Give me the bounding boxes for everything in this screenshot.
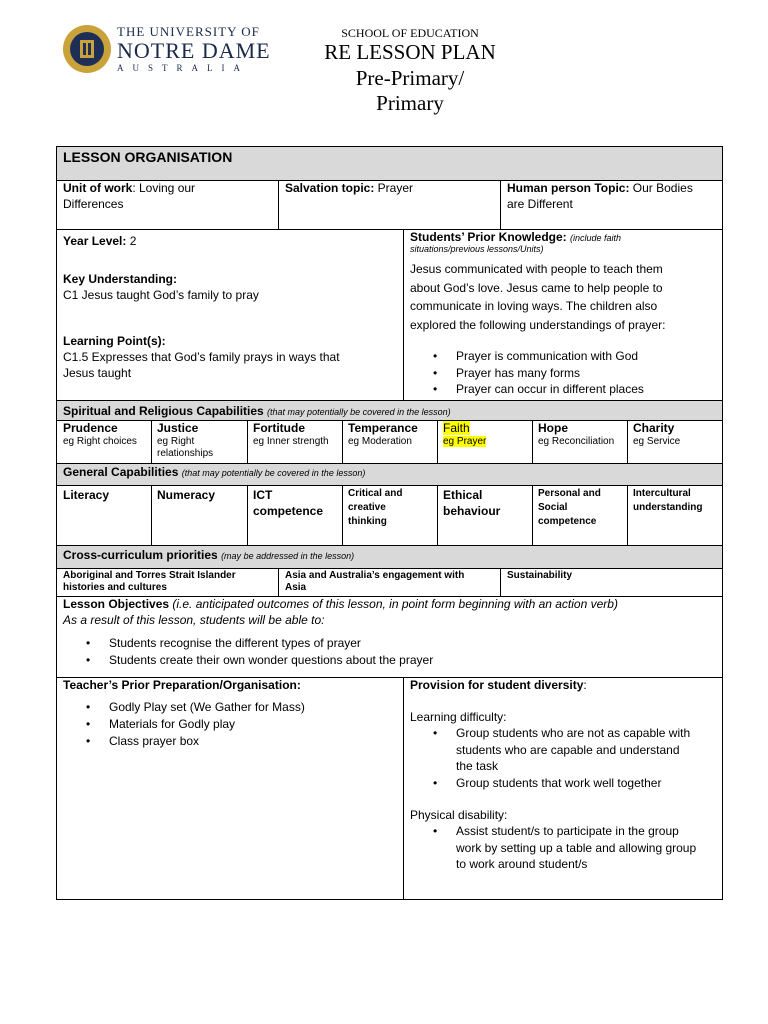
cross-heading: Cross-curriculum priorities (may be addressed in the lesson) — [63, 548, 355, 562]
lesson-plan-table — [56, 146, 723, 900]
learning-points-label: Learning Point(s): — [63, 334, 166, 348]
capability-hope: Hope eg Reconciliation — [538, 421, 615, 447]
list-item: • Group students that work well together — [433, 775, 662, 790]
objectives-list — [86, 635, 434, 669]
page-subtitle-2: Primary — [376, 91, 444, 115]
university-logo — [62, 24, 272, 76]
list-item: • Prayer is communication with God — [433, 349, 639, 363]
general-ethical-behaviour: Ethical behaviour — [443, 488, 501, 518]
spiritual-heading: Spiritual and Religious Capabilities (that may potentially be covered in the lesson) — [63, 404, 451, 418]
general-literacy: Literacy — [63, 488, 110, 502]
diversity-heading: Provision for student diversity: — [410, 678, 587, 692]
logo-line-2: NOTRE DAME — [117, 38, 271, 63]
physical-disability-list — [433, 823, 697, 873]
list-item: • Class prayer box — [86, 734, 200, 748]
objectives-heading: Lesson Objectives (i.e. anticipated outcomes of this lesson, in point form beginning with an action verb) — [63, 597, 618, 611]
learning-points-value-2: Jesus taught — [63, 366, 132, 380]
capability-fortitude: Fortitude eg Inner strength — [253, 421, 329, 447]
year-level: Year Level: 2 — [63, 234, 137, 248]
objectives-intro: As a result of this lesson, students will be able to: — [63, 613, 325, 627]
capability-temperance: Temperance eg Moderation — [348, 421, 418, 447]
general-critical-thinking: Critical and creative thinking — [348, 488, 403, 527]
key-understanding-label: Key Understanding: — [63, 272, 178, 286]
university-seal-icon — [62, 24, 112, 74]
human-person-topic: Human person Topic: Our Bodies are Different — [507, 181, 693, 211]
prior-knowledge-text: Jesus communicated with people to teach them about God’s love. Jesus came to help people to communicate in loving ways. The children also explored the following understandings of prayer: — [410, 262, 666, 332]
learning-points-value-1: C1.5 Expresses that God’s family prays in ways that — [63, 350, 340, 364]
organisation-heading: LESSON ORGANISATION — [63, 149, 233, 165]
list-item: • Prayer can occur in different places — [433, 382, 644, 396]
cross-aboriginal: Aboriginal and Torres Strait Islander histories and cultures — [63, 570, 236, 593]
capability-prudence: Prudence eg Right choices — [63, 421, 137, 447]
general-intercultural: Intercultural understanding — [633, 488, 703, 513]
page-subtitle-1: Pre-Primary/ — [355, 66, 465, 90]
prior-knowledge-note: situations/previous lessons/Units) — [410, 244, 544, 254]
cross-sustainability: Sustainability — [507, 570, 573, 581]
list-item: • Students recognise the different types of prayer — [86, 636, 361, 650]
cross-asia: Asia and Australia’s engagement with Asia — [285, 570, 465, 593]
capability-justice: Justice eg Right relationships — [157, 421, 214, 459]
capability-charity: Charity eg Service — [633, 421, 681, 447]
prior-knowledge-heading: Students’ Prior Knowledge: (include faith — [410, 230, 622, 244]
page-title: RE LESSON PLAN — [324, 40, 496, 64]
general-numeracy: Numeracy — [157, 488, 216, 502]
capability-faith: Faith eg Prayer — [443, 421, 487, 447]
list-item: • Prayer has many forms — [433, 366, 581, 380]
key-understanding-value: C1 Jesus taught God’s family to pray — [63, 288, 259, 302]
logo-line-3: AUSTRALIA — [117, 63, 249, 73]
school-name: SCHOOL OF EDUCATION — [341, 26, 479, 40]
logo-line-1: THE UNIVERSITY OF — [117, 24, 260, 39]
unit-of-work: Unit of work: Loving our Differences — [63, 181, 196, 211]
list-item: • Group students who are not as capable with students who are capable and understand the task — [433, 726, 691, 773]
list-item: • Godly Play set (We Gather for Mass) — [86, 700, 305, 714]
learning-difficulty-list — [433, 725, 691, 791]
list-item: • Materials for Godly play — [86, 717, 236, 731]
general-heading: General Capabilities (that may potentially be covered in the lesson) — [63, 465, 366, 479]
list-item: • Assist student/s to participate in the group work by setting up a table and allowing group to work around student/s — [433, 824, 697, 871]
prior-knowledge-list — [433, 348, 644, 398]
prep-list — [86, 699, 305, 750]
general-personal-social: Personal and Social competence — [538, 488, 601, 527]
prep-heading: Teacher’s Prior Preparation/Organisation: — [63, 678, 301, 692]
salvation-topic: Salvation topic: Prayer — [285, 181, 414, 195]
learning-difficulty-label: Learning difficulty: — [410, 710, 507, 724]
general-ict: ICT competence — [253, 488, 324, 518]
physical-disability-label: Physical disability: — [410, 808, 508, 822]
list-item: • Students create their own wonder questions about the prayer — [86, 653, 434, 667]
